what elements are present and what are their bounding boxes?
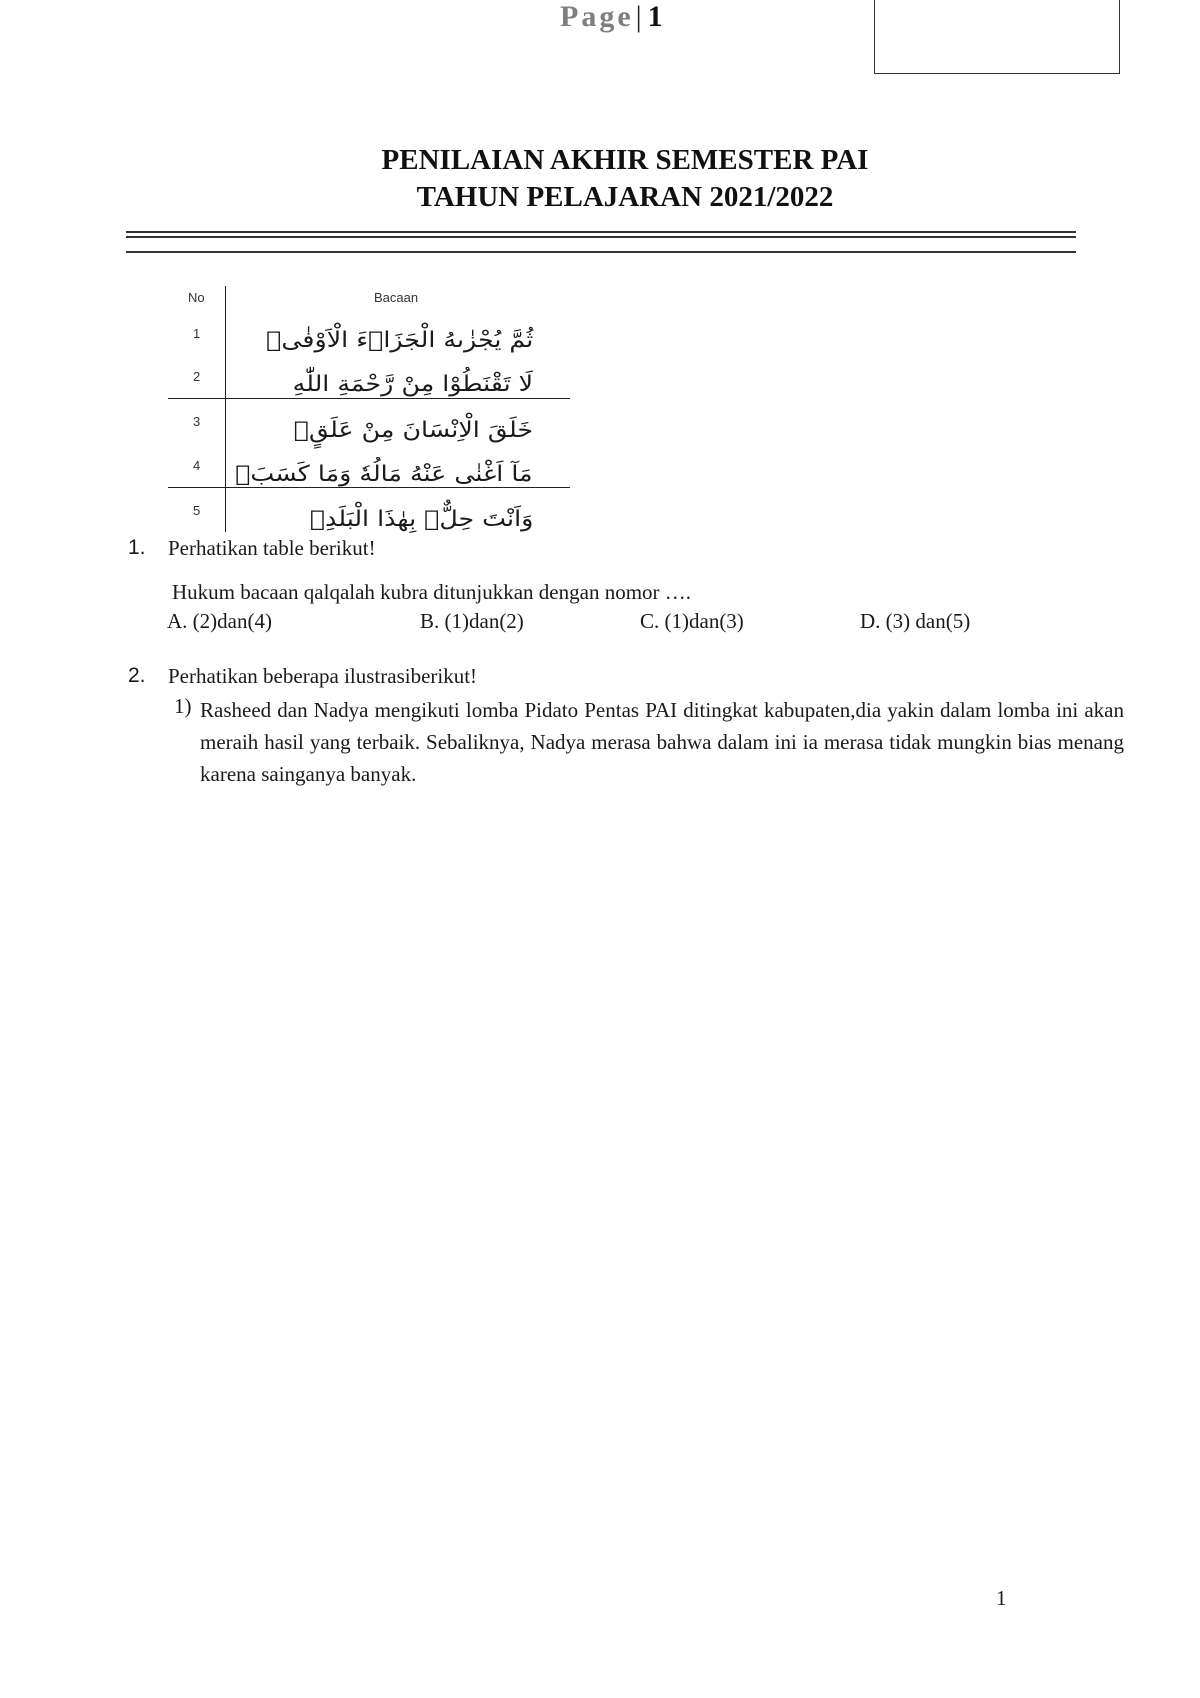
question-text: Perhatikan beberapa ilustrasiberikut! xyxy=(168,664,478,688)
illustration-number: 1) xyxy=(174,694,192,718)
table-divider-row xyxy=(168,487,570,488)
title-rule-middle xyxy=(126,236,1076,238)
question-number: 2. xyxy=(128,664,146,687)
arabic-text: لَا تَقْنَطُوْا مِنْ رَّحْمَةِ اللّٰهِ xyxy=(292,372,533,397)
table-row-number: 2 xyxy=(193,369,201,384)
table-row-number: 1 xyxy=(193,326,201,341)
table-divider-row xyxy=(168,398,570,399)
page-label: Page xyxy=(560,0,634,33)
page-separator: | xyxy=(635,0,642,33)
table-row-number: 4 xyxy=(193,458,201,473)
question-prompt: Hukum bacaan qalqalah kubra ditunjukkan dengan nomor …. xyxy=(172,580,692,604)
col-header-bacaan: Bacaan xyxy=(374,290,419,305)
table-divider-vertical xyxy=(225,286,226,532)
option-a: A. (2)dan(4) xyxy=(167,609,272,633)
arabic-text: ثُمَّ يُجْزٰىهُ الْجَزَاۤءَ الْاَوْفٰىۙ xyxy=(265,328,533,353)
option-c: C. (1)dan(3) xyxy=(640,609,744,633)
col-header-no: No xyxy=(188,290,205,305)
page-header xyxy=(560,0,663,34)
arabic-text: خَلَقَ الْاِنْسَانَ مِنْ عَلَقٍۚ xyxy=(293,418,533,443)
table-row-number: 3 xyxy=(193,414,201,429)
arabic-text: مَآ اَغْنٰى عَنْهُ مَالُهٗ وَمَا كَسَبَۗ xyxy=(235,462,533,487)
arabic-text: وَاَنْتَ حِلٌّۢ بِهٰذَا الْبَلَدِۙ xyxy=(309,507,533,532)
score-box xyxy=(874,0,1120,74)
table-row-number: 5 xyxy=(193,503,201,518)
option-d: D. (3) dan(5) xyxy=(860,609,971,633)
page-number: 1 xyxy=(647,0,663,33)
exam-year: TAHUN PELAJARAN 2021/2022 xyxy=(416,181,834,213)
illustration-text: Rasheed dan Nadya mengikuti lomba Pidato Pentas PAI ditingkat kabupaten,dia yakin dalam lomba ini akan meraih hasil yang terbaik. Sebaliknya, Nadya merasa bahwa dalam ini ia merasa tidak mungkin bias menang karena sainganya banyak. xyxy=(200,698,1124,786)
bacaan-table xyxy=(165,286,570,532)
question-number: 1. xyxy=(128,536,146,559)
footer-page-number: 1 xyxy=(996,1586,1007,1610)
question-text: Perhatikan table berikut! xyxy=(168,536,376,560)
title-rule-bottom xyxy=(126,251,1076,253)
option-b: B. (1)dan(2) xyxy=(420,609,524,633)
exam-title: PENILAIAN AKHIR SEMESTER PAI xyxy=(381,144,869,176)
title-rule-top xyxy=(126,231,1076,233)
